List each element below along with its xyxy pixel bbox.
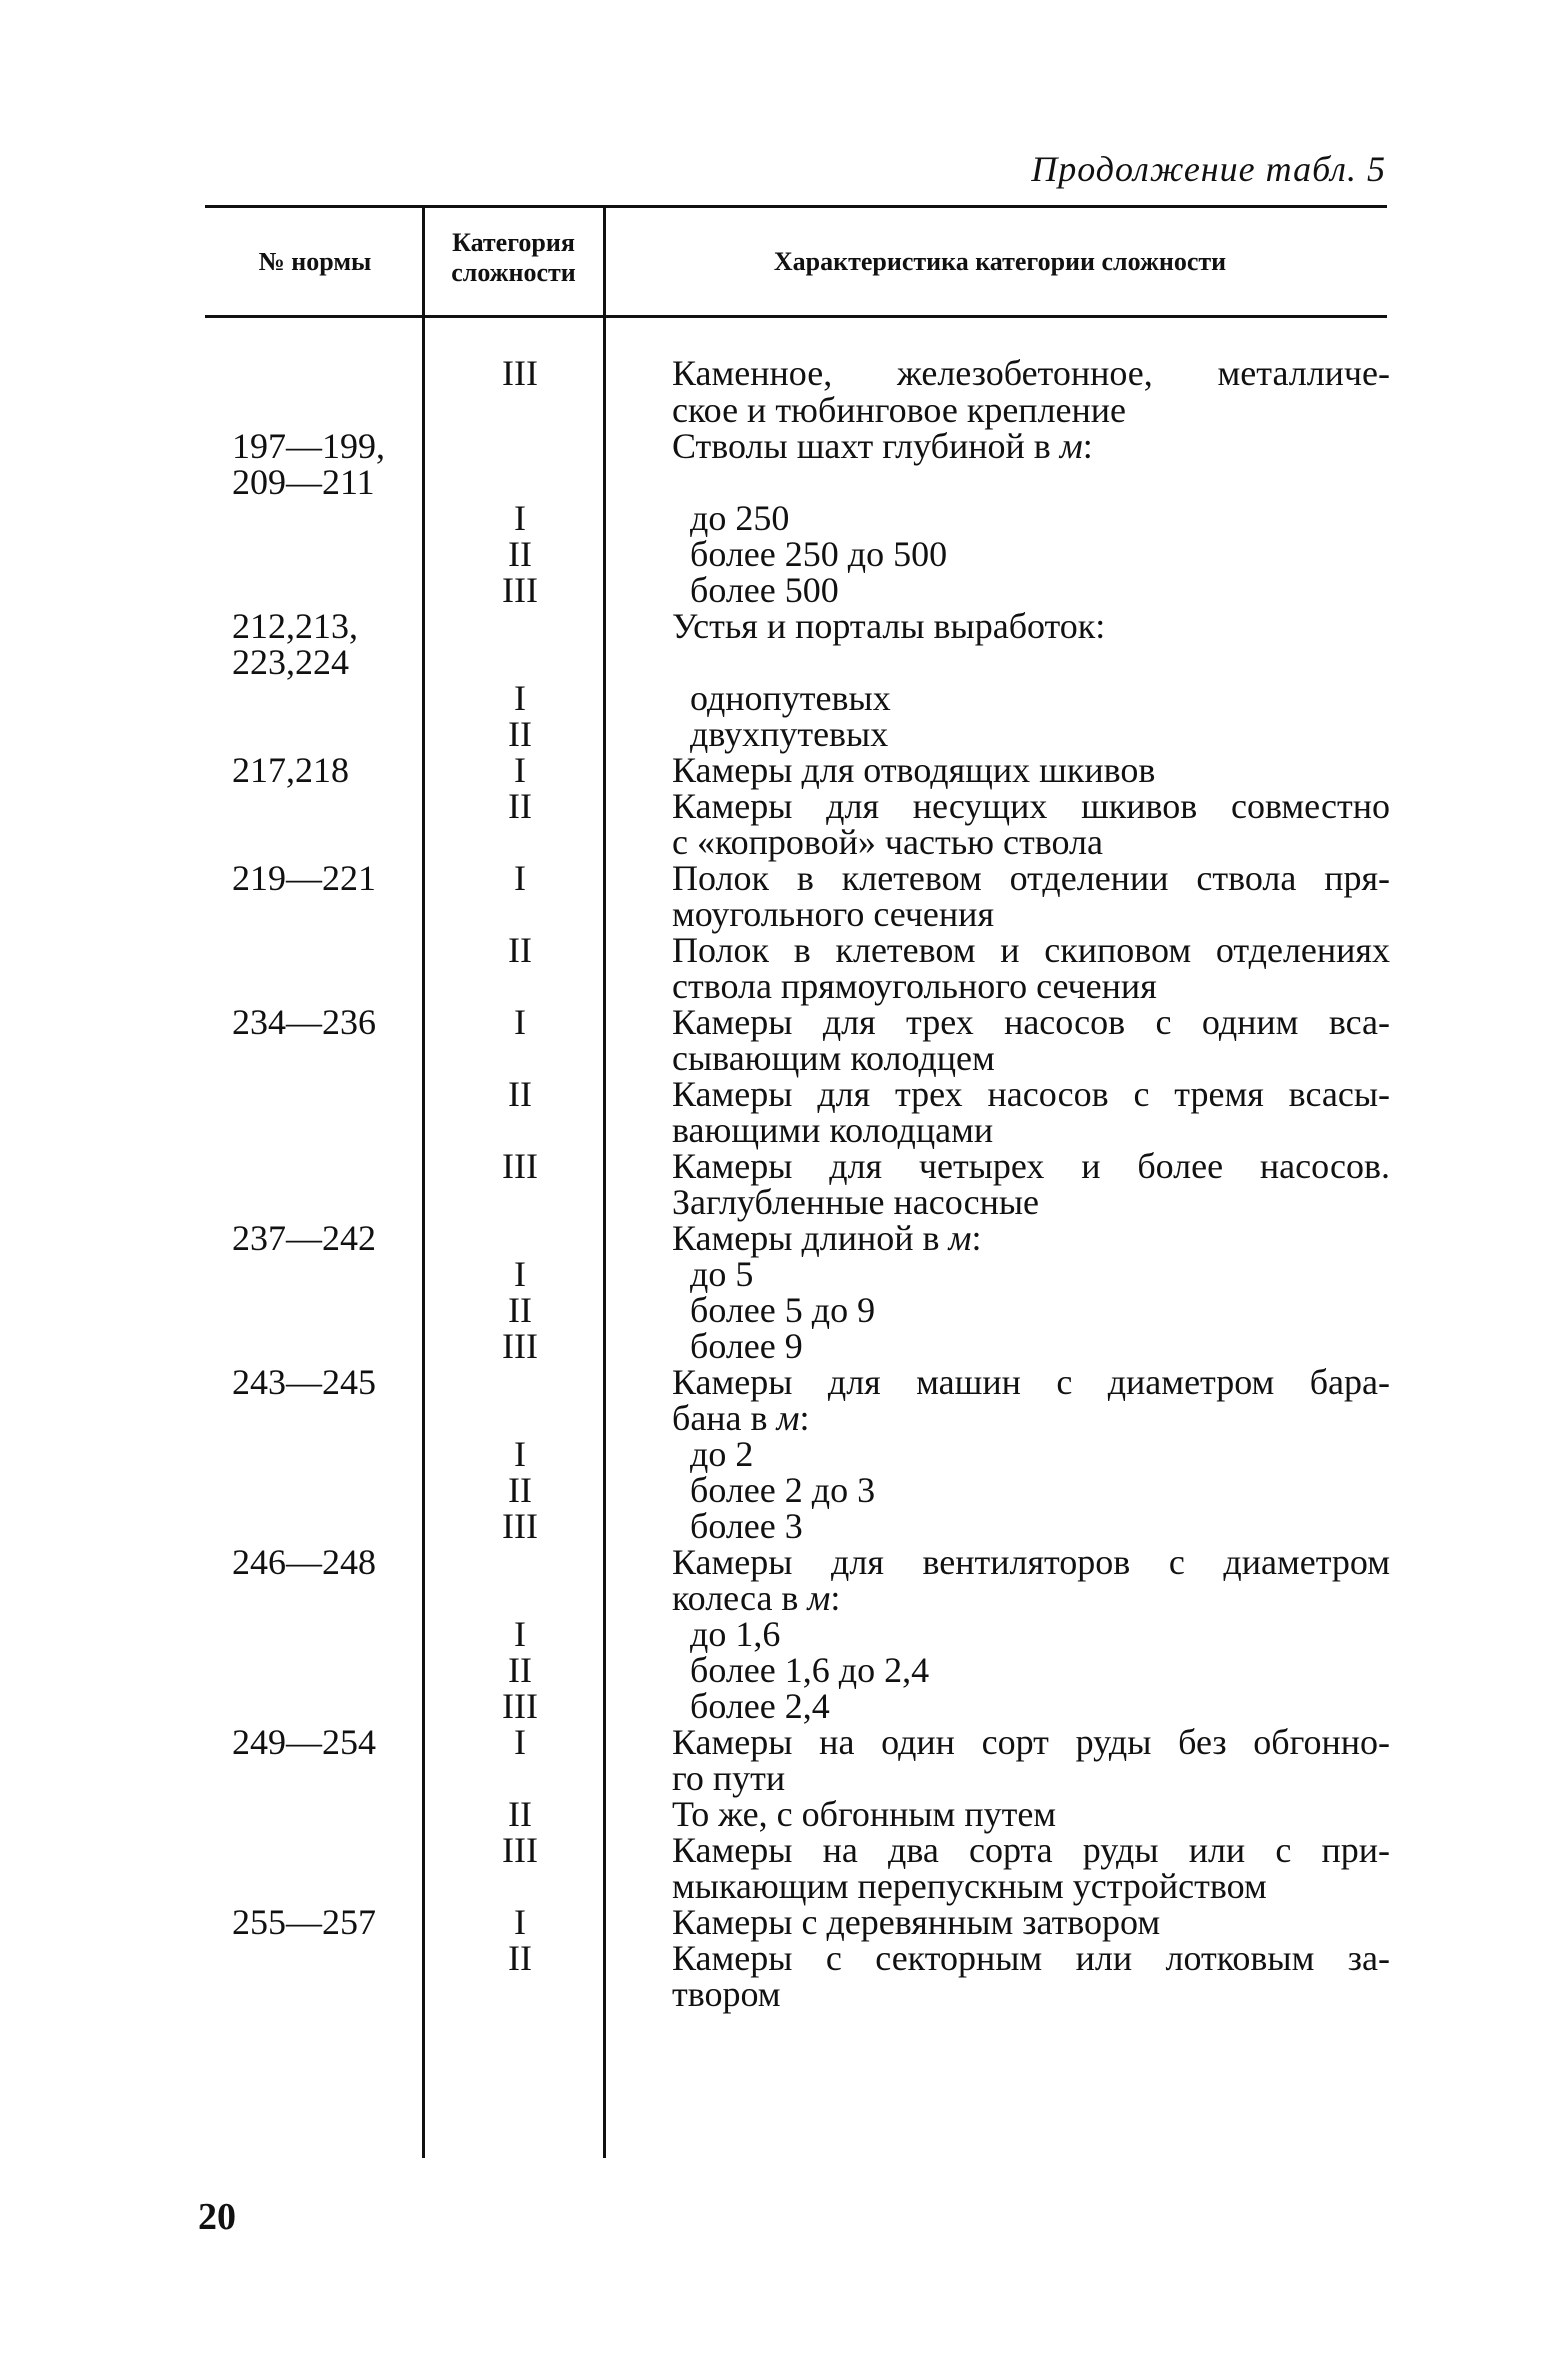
- description-cell: более 9: [690, 1326, 803, 1366]
- description-cell: моугольного сечения: [672, 894, 994, 934]
- description-cell: до 2: [690, 1434, 754, 1474]
- page-number: 20: [198, 2196, 236, 2238]
- description-cell: Стволы шахт глубиной в м:: [672, 426, 1093, 466]
- description-cell: Камеры с секторным или лотковым за-: [672, 1938, 1390, 1978]
- description-cell: го пути: [672, 1758, 786, 1798]
- category-cell: I: [514, 1002, 526, 1042]
- description-cell: до 1,6: [690, 1614, 781, 1654]
- table-header-rule: [205, 315, 1387, 318]
- category-cell: II: [508, 786, 532, 826]
- norm-number-cell: 223,224: [232, 642, 349, 682]
- category-cell: II: [508, 534, 532, 574]
- description-cell: Полок в клетевом и скиповом отделениях: [672, 930, 1390, 970]
- norm-number-cell: 246—248: [232, 1542, 376, 1582]
- header-category-line1: Категория: [452, 228, 575, 257]
- description-cell: Камеры для отводящих шкивов: [672, 750, 1156, 790]
- category-cell: I: [514, 1614, 526, 1654]
- header-norm-number: № нормы: [258, 247, 372, 276]
- category-cell: I: [514, 1434, 526, 1474]
- description-cell: Устья и порталы выработок:: [672, 606, 1106, 646]
- description-cell: Заглубленные насосные: [672, 1182, 1040, 1222]
- description-cell: Камеры с деревянным затвором: [672, 1902, 1161, 1942]
- description-cell: ствола прямоугольного сечения: [672, 966, 1157, 1006]
- category-cell: II: [508, 930, 532, 970]
- category-cell: III: [502, 570, 538, 610]
- description-cell: Камеры для машин с диаметром бара-: [672, 1362, 1390, 1402]
- category-cell: II: [508, 1650, 532, 1690]
- header-category-line2: сложности: [451, 258, 576, 287]
- norm-number-cell: 243—245: [232, 1362, 376, 1402]
- description-cell: Камеры для четырех и более насосов.: [672, 1146, 1390, 1186]
- norm-number-cell: 255—257: [232, 1902, 376, 1942]
- description-cell: Камеры для трех насосов с одним вса-: [672, 1002, 1390, 1042]
- description-cell: более 5 до 9: [690, 1290, 876, 1330]
- category-cell: II: [508, 1290, 532, 1330]
- description-cell: до 250: [690, 498, 790, 538]
- description-cell: твором: [672, 1974, 781, 2014]
- norm-number-cell: 234—236: [232, 1002, 376, 1042]
- description-cell: более 1,6 до 2,4: [690, 1650, 930, 1690]
- norm-number-cell: 219—221: [232, 858, 376, 898]
- description-cell: более 3: [690, 1506, 803, 1546]
- category-cell: II: [508, 1938, 532, 1978]
- category-cell: III: [502, 1830, 538, 1870]
- category-cell: III: [502, 1686, 538, 1726]
- category-cell: I: [514, 750, 526, 790]
- category-cell: I: [514, 1902, 526, 1942]
- description-cell: Камеры для вентиляторов с диаметром: [672, 1542, 1390, 1582]
- description-cell: Каменное, железобетонное, металличе-: [672, 353, 1390, 393]
- category-cell: I: [514, 498, 526, 538]
- description-cell: более 2,4: [690, 1686, 830, 1726]
- description-cell: Камеры на два сорта руды или с при-: [672, 1830, 1390, 1870]
- description-cell: Камеры для трех насосов с тремя всасы-: [672, 1074, 1390, 1114]
- norm-number-cell: 237—242: [232, 1218, 376, 1258]
- header-description: Характеристика категории сложности: [773, 247, 1227, 276]
- norm-number-cell: 249—254: [232, 1722, 376, 1762]
- description-cell: То же, с обгонным путем: [672, 1794, 1057, 1834]
- description-cell: более 250 до 500: [690, 534, 948, 574]
- header-category: [426, 228, 601, 288]
- description-cell: Полок в клетевом отделении ствола пря-: [672, 858, 1390, 898]
- description-cell: Камеры на один сорт руды без обгонно-: [672, 1722, 1390, 1762]
- category-cell: I: [514, 858, 526, 898]
- description-cell: вающими колодцами: [672, 1110, 994, 1150]
- description-cell: двухпутевых: [690, 714, 889, 754]
- category-cell: II: [508, 1470, 532, 1510]
- category-cell: II: [508, 1074, 532, 1114]
- description-cell: однопутевых: [690, 678, 891, 718]
- category-cell: I: [514, 1722, 526, 1762]
- description-cell: ское и тюбинговое крепление: [672, 390, 1127, 430]
- category-cell: III: [502, 353, 538, 393]
- description-cell: мыкающим перепускным устройством: [672, 1866, 1267, 1906]
- description-cell: колеса в м:: [672, 1578, 841, 1618]
- category-cell: III: [502, 1326, 538, 1366]
- category-cell: III: [502, 1506, 538, 1546]
- description-cell: сывающим колодцем: [672, 1038, 995, 1078]
- category-cell: II: [508, 714, 532, 754]
- norm-number-cell: 217,218: [232, 750, 349, 790]
- description-cell: до 5: [690, 1254, 754, 1294]
- norm-number-cell: 209—211: [232, 462, 375, 502]
- description-cell: более 2 до 3: [690, 1470, 876, 1510]
- category-cell: II: [508, 1794, 532, 1834]
- table-caption: Продолжение табл. 5: [1031, 149, 1386, 189]
- norm-number-cell: 212,213,: [232, 606, 358, 646]
- description-cell: бана в м:: [672, 1398, 810, 1438]
- category-cell: I: [514, 678, 526, 718]
- description-cell: с «копровой» частью ствола: [672, 822, 1103, 862]
- category-cell: I: [514, 1254, 526, 1294]
- category-cell: III: [502, 1146, 538, 1186]
- description-cell: Камеры длиной в м:: [672, 1218, 982, 1258]
- table-top-rule: [205, 205, 1387, 208]
- description-cell: Камеры для несущих шкивов совместно: [672, 786, 1390, 826]
- norm-number-cell: 197—199,: [232, 426, 385, 466]
- description-cell: более 500: [690, 570, 839, 610]
